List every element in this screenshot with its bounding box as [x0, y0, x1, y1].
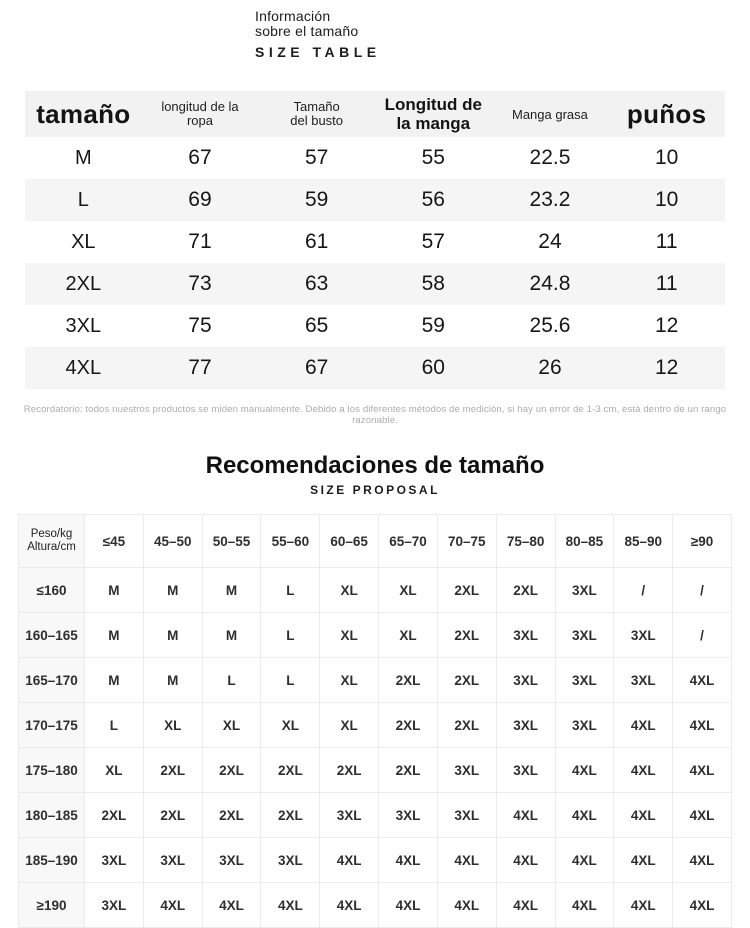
recommended-size: 3XL	[202, 838, 261, 883]
recommended-size: /	[673, 568, 732, 613]
recommendation-subtitle: SIZE PROPOSAL	[310, 483, 440, 497]
recommended-size: 3XL	[437, 748, 496, 793]
recommended-size: 4XL	[143, 883, 202, 928]
measurement-value: 61	[304, 230, 329, 253]
recommended-size: 4XL	[555, 838, 614, 883]
recommended-size: XL	[85, 748, 144, 793]
measurement-value: 67	[258, 347, 375, 389]
size-table-body	[25, 137, 725, 389]
recommended-size: 4XL	[673, 793, 732, 838]
measurement-value: 65	[304, 314, 329, 337]
recommended-size: 3XL	[379, 793, 438, 838]
column-header-busto: Tamaño del busto	[258, 91, 375, 137]
recommended-size: 4XL	[614, 883, 673, 928]
recommended-size: 3XL	[320, 793, 379, 838]
recommended-size: 4XL	[496, 793, 555, 838]
recommended-size: XL	[320, 658, 379, 703]
recommended-size: 2XL	[379, 658, 438, 703]
recommended-size: 4XL	[320, 883, 379, 928]
size-table-row	[25, 221, 725, 263]
recommended-size: 2XL	[143, 748, 202, 793]
recommended-size: 4XL	[379, 883, 438, 928]
measurement-value: 69	[142, 179, 259, 221]
recommended-size: XL	[202, 703, 261, 748]
weight-range-header: ≥90	[673, 515, 732, 568]
recommended-size: 3XL	[614, 658, 673, 703]
recommended-size: 4XL	[320, 838, 379, 883]
recommendation-table-body	[19, 568, 732, 928]
recommended-size: M	[85, 568, 144, 613]
recommended-size: XL	[143, 703, 202, 748]
recommended-size: 2XL	[85, 793, 144, 838]
recommendation-row	[19, 793, 732, 838]
recommended-size: 3XL	[496, 658, 555, 703]
weight-range-header: 45–50	[143, 515, 202, 568]
size-table-row	[25, 179, 725, 221]
recommendation-row	[19, 748, 732, 793]
measurement-value: 57	[421, 230, 445, 253]
recommended-size: M	[143, 568, 202, 613]
recommended-size: M	[143, 658, 202, 703]
size-table-row	[25, 305, 725, 347]
recommendation-row	[19, 613, 732, 658]
height-range-label: 170–175	[19, 703, 85, 748]
header-subtitle: SIZE TABLE	[255, 44, 381, 60]
recommended-size: XL	[379, 613, 438, 658]
recommended-size: 4XL	[379, 838, 438, 883]
recommended-size: 2XL	[320, 748, 379, 793]
height-range-label: 165–170	[19, 658, 85, 703]
recommended-size: 3XL	[496, 613, 555, 658]
measurement-value: 63	[258, 263, 375, 305]
weight-range-header: 80–85	[555, 515, 614, 568]
recommended-size: XL	[261, 703, 320, 748]
recommended-size: L	[261, 568, 320, 613]
recommended-size: 4XL	[496, 838, 555, 883]
corner-height-label: Altura/cm	[27, 541, 76, 553]
recommended-size: 3XL	[555, 703, 614, 748]
size-table-row	[25, 137, 725, 179]
recommendation-row	[19, 703, 732, 748]
recommended-size: 2XL	[437, 568, 496, 613]
measurement-value: 59	[258, 179, 375, 221]
recommended-size: 2XL	[379, 748, 438, 793]
measurement-value: 26	[492, 347, 609, 389]
recommended-size: 2XL	[437, 703, 496, 748]
size-label: XL	[71, 230, 96, 253]
recommended-size: 2XL	[202, 793, 261, 838]
recommended-size: 3XL	[261, 838, 320, 883]
measurement-value: 10	[608, 179, 725, 221]
recommended-size: XL	[320, 568, 379, 613]
measurement-value: 60	[375, 347, 492, 389]
recommended-size: 4XL	[673, 748, 732, 793]
recommended-size: 3XL	[555, 658, 614, 703]
recommended-size: L	[202, 658, 261, 703]
measurement-value: 58	[375, 263, 492, 305]
measurement-value: 12	[608, 347, 725, 389]
recommendation-row	[19, 568, 732, 613]
size-table	[25, 91, 725, 389]
measurement-disclaimer: Recordatorio: todos nuestros productos se miden manualmente. Debido a los diferentes métodos de medición, si hay un error de 1-3 cm, está dentro de un rango razonable.	[23, 404, 727, 426]
recommendation-title: Recomendaciones de tamaño	[205, 452, 545, 479]
recommendation-row	[19, 658, 732, 703]
recommended-size: 3XL	[143, 838, 202, 883]
recommended-size: L	[261, 658, 320, 703]
height-range-label: 175–180	[19, 748, 85, 793]
recommendation-row	[19, 883, 732, 928]
measurement-value: 12	[654, 314, 679, 337]
recommended-size: 2XL	[143, 793, 202, 838]
weight-header-row	[19, 515, 732, 568]
recommended-size: 2XL	[261, 793, 320, 838]
recommended-size: 2XL	[437, 658, 496, 703]
size-label: 4XL	[25, 347, 142, 389]
column-header-longitud-ropa: longitud de la ropa	[142, 91, 259, 137]
recommended-size: XL	[320, 613, 379, 658]
recommended-size: 3XL	[614, 613, 673, 658]
recommended-size: 3XL	[496, 748, 555, 793]
recommended-size: M	[143, 613, 202, 658]
size-label: L	[25, 179, 142, 221]
measurement-value: 55	[421, 146, 445, 169]
recommended-size: 4XL	[673, 703, 732, 748]
recommended-size: 3XL	[85, 883, 144, 928]
measurement-value: 71	[188, 230, 212, 253]
recommended-size: L	[85, 703, 144, 748]
recommended-size: 4XL	[437, 838, 496, 883]
measurement-value: 24	[538, 230, 562, 253]
recommended-size: 3XL	[437, 793, 496, 838]
size-table-header-row	[25, 91, 725, 137]
recommended-size: 3XL	[555, 568, 614, 613]
weight-range-header: 85–90	[614, 515, 673, 568]
measurement-value: 75	[188, 314, 212, 337]
recommended-size: 2XL	[379, 703, 438, 748]
measurement-value: 77	[142, 347, 259, 389]
recommended-size: XL	[379, 568, 438, 613]
recommended-size: 4XL	[673, 838, 732, 883]
recommended-size: XL	[320, 703, 379, 748]
recommended-size: 2XL	[496, 568, 555, 613]
recommended-size: 3XL	[496, 703, 555, 748]
weight-range-header: ≤45	[85, 515, 144, 568]
corner-weight-label: Peso/kg	[30, 528, 73, 540]
size-table-row	[25, 263, 725, 305]
recommended-size: L	[261, 613, 320, 658]
recommended-size: M	[202, 613, 261, 658]
recommended-size: M	[85, 658, 144, 703]
recommended-size: 4XL	[614, 703, 673, 748]
weight-range-header: 50–55	[202, 515, 261, 568]
height-range-label: 185–190	[19, 838, 85, 883]
recommended-size: 4XL	[496, 883, 555, 928]
weight-range-header: 60–65	[320, 515, 379, 568]
column-header-punos: puños	[608, 91, 725, 137]
recommended-size: 3XL	[85, 838, 144, 883]
recommended-size: 2XL	[437, 613, 496, 658]
size-label: 2XL	[25, 263, 142, 305]
recommended-size: /	[673, 613, 732, 658]
measurement-value: 73	[142, 263, 259, 305]
weight-range-header: 65–70	[379, 515, 438, 568]
measurement-value: 67	[188, 146, 212, 169]
recommended-size: /	[614, 568, 673, 613]
recommended-size: 4XL	[614, 838, 673, 883]
weight-range-header: 75–80	[496, 515, 555, 568]
recommended-size: 4XL	[673, 883, 732, 928]
recommended-size: M	[85, 613, 144, 658]
corner-header-cell	[19, 515, 85, 568]
recommended-size: 3XL	[555, 613, 614, 658]
height-range-label: ≥190	[19, 883, 85, 928]
recommended-size: M	[202, 568, 261, 613]
height-range-label: 160–165	[19, 613, 85, 658]
recommended-size: 4XL	[555, 883, 614, 928]
recommended-size: 4XL	[555, 748, 614, 793]
measurement-value: 25.6	[529, 314, 571, 337]
recommended-size: 2XL	[261, 748, 320, 793]
size-label: 3XL	[65, 314, 102, 337]
column-header-tamano: tamaño	[25, 91, 142, 137]
height-range-label: ≤160	[19, 568, 85, 613]
measurement-value: 22.5	[529, 146, 571, 169]
measurement-value: 24.8	[492, 263, 609, 305]
weight-range-header: 55–60	[261, 515, 320, 568]
size-table-row	[25, 347, 725, 389]
header-title-line1: Información	[255, 8, 331, 24]
header-title-line2: sobre el tamaño	[255, 23, 359, 39]
measurement-value: 57	[304, 146, 329, 169]
page-header	[255, 0, 750, 60]
size-label: M	[74, 146, 92, 169]
recommended-size: 4XL	[555, 793, 614, 838]
measurement-value: 23.2	[492, 179, 609, 221]
height-range-label: 180–185	[19, 793, 85, 838]
column-header-manga-grasa: Manga grasa	[492, 91, 609, 137]
recommended-size: 4XL	[614, 748, 673, 793]
measurement-value: 59	[421, 314, 445, 337]
measurement-value: 11	[655, 230, 678, 253]
recommended-size: 4XL	[437, 883, 496, 928]
recommended-size: 4XL	[614, 793, 673, 838]
measurement-value: 10	[654, 146, 679, 169]
measurement-value: 11	[608, 263, 725, 305]
recommended-size: 4XL	[202, 883, 261, 928]
measurement-value: 56	[375, 179, 492, 221]
recommended-size: 4XL	[261, 883, 320, 928]
recommended-size: 4XL	[673, 658, 732, 703]
column-header-manga: Longitud de la manga	[375, 91, 492, 137]
recommended-size: 2XL	[202, 748, 261, 793]
recommendation-table	[18, 514, 732, 928]
recommendation-row	[19, 838, 732, 883]
weight-range-header: 70–75	[437, 515, 496, 568]
